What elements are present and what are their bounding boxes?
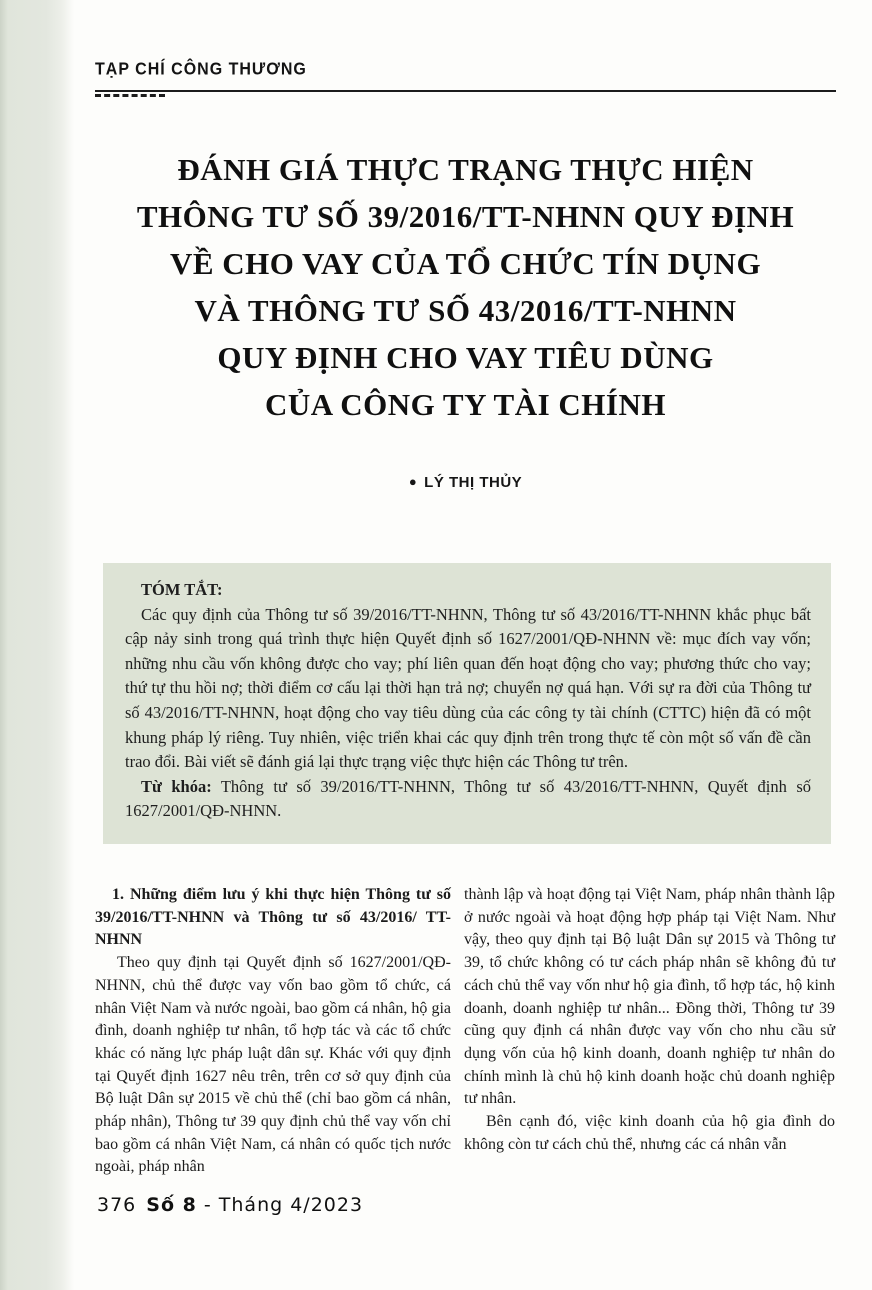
keywords-text: Thông tư số 39/2016/TT-NHNN, Thông tư số 43/2016/TT-NHNN, Quyết định số 1627/2001/QĐ-NHNN. — [125, 776, 811, 821]
title-line: ĐÁNH GIÁ THỰC TRẠNG THỰC HIỆN — [177, 152, 754, 187]
column-right — [464, 884, 835, 1179]
author-line — [95, 474, 836, 491]
masthead — [95, 60, 836, 92]
paragraph-left-1: Theo quy định tại Quyết định số 1627/2001/QĐ-NHNN, chủ thể được vay vốn bao gồm tổ chức, cá nhân Việt Nam và nước ngoài, bao gồm cá nhân, hộ gia đình, doanh nghiệp tư nhân, tổ hợp tác và các tổ chức khác có năng lực pháp luật dân sự. Khác với quy định tại Quyết định 1627 nêu trên, trên cơ sở quy định của Bộ luật Dân sự 2015 về chủ thể (chỉ bao gồm cá nhân, pháp nhân), Thông tư 39 quy định chủ thể vay vốn chỉ bao gồm cá nhân Việt Nam, cá nhân có quốc tịch nước ngoài, pháp nhân — [95, 954, 451, 1176]
title-line: CỦA CÔNG TY TÀI CHÍNH — [265, 387, 666, 422]
journal-name: TẠP CHÍ CÔNG THƯƠNG — [95, 60, 307, 80]
page-number: 376 — [97, 1194, 137, 1216]
section-1-heading: 1. Những điểm lưu ý khi thực hiện Thông tư số 39/2016/TT-NHNN và Thông tư số 43/2016/ TT-NHNN — [95, 886, 451, 949]
page-footer — [97, 1194, 363, 1216]
abstract-box — [103, 563, 831, 844]
title-line: VÀ THÔNG TƯ SỐ 43/2016/TT-NHNN — [194, 293, 737, 328]
keywords-label: Từ khóa: — [141, 776, 212, 796]
header-rule-dashes — [95, 94, 165, 97]
abstract-body: Các quy định của Thông tư số 39/2016/TT-NHNN, Thông tư số 43/2016/TT-NHNN khắc phục bất cập nảy sinh trong quá trình thực hiện Quyết định số 1627/2001/QĐ-NHNN về: mục đích vay vốn; những nhu cầu vốn không được cho vay; phí liên quan đến hoạt động cho vay; phương thức cho vay; thứ tự thu hồi nợ; thời điểm cơ cấu lại thời hạn trả nợ; chuyển nợ quá hạn. Với sự ra đời của Thông tư số 43/2016/TT-NHNN, hoạt động cho vay tiêu dùng của các công ty tài chính (CTTC) hiện đã có một khung pháp lý riêng. Tuy nhiên, việc triển khai các quy định trên trong thực tế còn một số vấn đề cần trao đổi. Bài viết sẽ đánh giá lại thực trạng việc thực hiện các Thông tư trên. — [125, 604, 811, 772]
author-name: LÝ THỊ THỦY — [424, 474, 523, 491]
title-line: THÔNG TƯ SỐ 39/2016/TT-NHNN QUY ĐỊNH — [136, 199, 795, 234]
abstract-heading: TÓM TẮT: — [141, 580, 223, 599]
article-body — [95, 884, 835, 1179]
abstract-keywords — [125, 775, 811, 824]
column-left — [95, 884, 451, 1179]
header-rule — [95, 90, 836, 92]
issue-number: Số 8 — [146, 1194, 197, 1216]
article-title — [95, 146, 836, 428]
paragraph-right-2: Bên cạnh đó, việc kinh doanh của hộ gia đình do không còn tư cách chủ thể, nhưng các cá nhân vẫn — [464, 1113, 835, 1153]
paragraph-right-1: thành lập và hoạt động tại Việt Nam, pháp nhân thành lập ở nước ngoài và hoạt động hợp pháp tại Việt Nam. Như vậy, theo quy định tại Bộ luật Dân sự 2015 và Thông tư 39, tổ chức không có tư cách pháp nhân sẽ không đủ tư cách chủ thể vay vốn như hộ gia đình, tổ hợp tác, hộ kinh doanh, doanh nghiệp tư nhân... Đồng thời, Thông tư 39 cũng quy định cá nhân được vay vốn cho nhu cầu sử dụng vốn của hộ kinh doanh, doanh nghiệp tư nhân do chính mình là chủ hộ kinh doanh hoặc chủ doanh nghiệp tư nhân. — [464, 886, 835, 1108]
page-edge-shadow — [0, 0, 74, 1290]
title-line: QUY ĐỊNH CHO VAY TIÊU DÙNG — [217, 340, 714, 375]
title-line: VỀ CHO VAY CỦA TỔ CHỨC TÍN DỤNG — [169, 246, 762, 281]
issue-date: - Tháng 4/2023 — [203, 1194, 364, 1216]
author-bullet-icon: ● — [408, 474, 418, 489]
